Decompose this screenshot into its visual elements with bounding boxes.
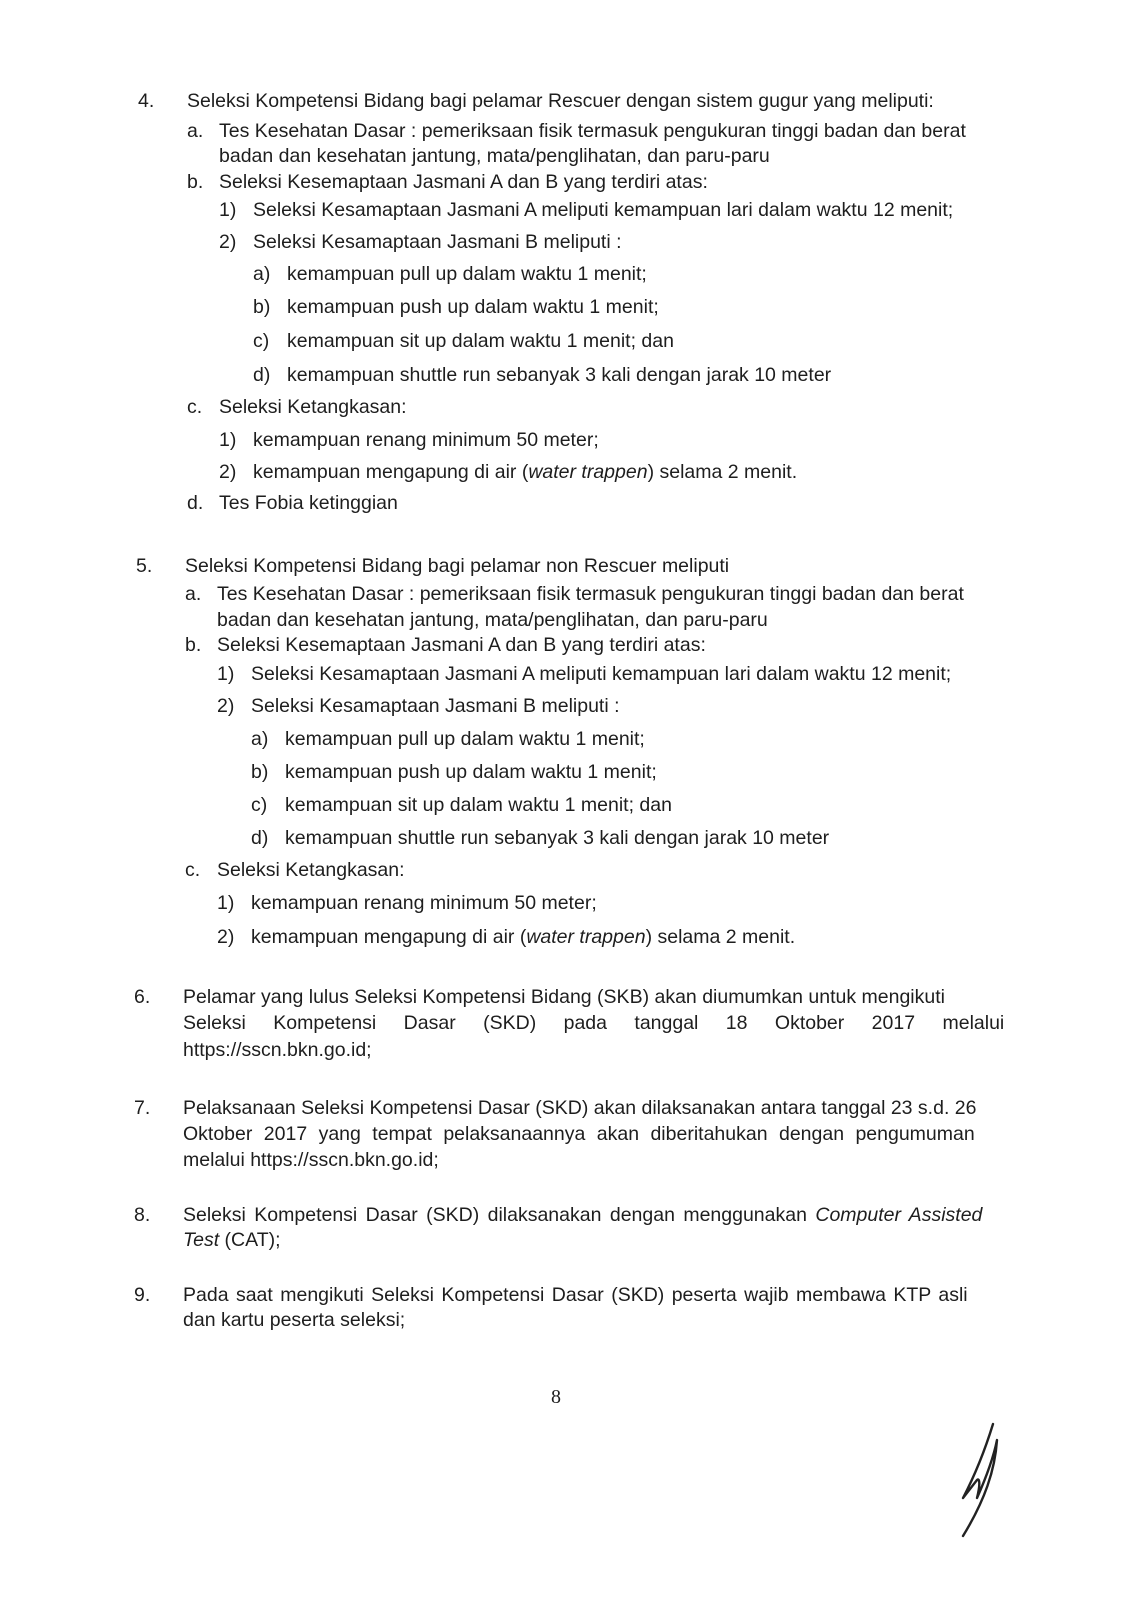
signature-initial (955, 1420, 1025, 1540)
item-text: Pada saat mengikuti Seleksi Kompetensi Dasar (SKD) peserta wajib membawa KTP asli (183, 1284, 968, 1306)
sub-letter: a) (251, 728, 269, 750)
sub-letter: c) (251, 794, 268, 816)
sub-text (253, 463, 797, 483)
sub-text: kemampuan push up dalam waktu 1 menit; (287, 296, 659, 318)
italic-term: water trappen (526, 926, 646, 948)
sub-text: Seleksi Ketangkasan: (219, 396, 407, 418)
sub-text: Seleksi Kesemaptaan Jasmani A dan B yang terdiri atas: (217, 634, 706, 656)
sub-letter: b) (253, 296, 271, 318)
sub-letter: d) (251, 827, 269, 849)
item-text-cont: https://sscn.bkn.go.id; (183, 1039, 372, 1061)
sub-text: Seleksi Kesamaptaan Jasmani A meliputi kemampuan lari dalam waktu 12 menit; (253, 199, 954, 221)
item-number: 4. (138, 90, 155, 112)
sub-text: Tes Kesehatan Dasar : pemeriksaan fisik termasuk pengukuran tinggi badan dan berat (219, 120, 966, 142)
sub-text: kemampuan shuttle run sebanyak 3 kali dengan jarak 10 meter (285, 827, 830, 849)
sub-letter: d) (253, 364, 271, 386)
item-text: Pelaksanaan Seleksi Kompetensi Dasar (SKD) akan dilaksanakan antara tanggal 23 s.d. 26 (183, 1097, 977, 1119)
sub-text-cont: badan dan kesehatan jantung, mata/penglihatan, dan paru-paru (219, 145, 770, 167)
sub-letter: d. (187, 492, 204, 514)
sub-text: Tes Kesehatan Dasar : pemeriksaan fisik termasuk pengukuran tinggi badan dan berat (217, 583, 964, 605)
sub-letter: b) (251, 761, 269, 783)
text-run: ) selama 2 menit. (647, 461, 798, 483)
item-number: 5. (136, 555, 153, 577)
item-number: 7. (134, 1097, 151, 1119)
sub-text: Seleksi Kesamaptaan Jasmani A meliputi kemampuan lari dalam waktu 12 menit; (251, 663, 952, 685)
item-text-cont (183, 1231, 281, 1251)
item-text-cont: melalui https://sscn.bkn.go.id; (183, 1149, 439, 1171)
sub-letter: b. (185, 634, 202, 656)
sub-number: 1) (219, 199, 237, 221)
sub-number: 2) (217, 695, 235, 717)
item-text (183, 1206, 982, 1226)
text-run: kemampuan mengapung di air ( (251, 926, 527, 948)
text-run: ) selama 2 menit. (645, 926, 796, 948)
sub-text: kemampuan pull up dalam waktu 1 menit; (285, 728, 645, 750)
sub-text: Seleksi Kesamaptaan Jasmani B meliputi : (253, 231, 622, 253)
item-text: Pelamar yang lulus Seleksi Kompetensi Bidang (SKB) akan diumumkan untuk mengikuti (183, 986, 945, 1008)
sub-number: 2) (219, 231, 237, 253)
sub-text: kemampuan push up dalam waktu 1 menit; (285, 761, 657, 783)
sub-letter: c) (253, 330, 270, 352)
item-text: Seleksi Kompetensi Bidang bagi pelamar Rescuer dengan sistem gugur yang meliputi: (187, 90, 934, 112)
sub-text: Tes Fobia ketinggian (219, 492, 398, 514)
item-text-cont: Seleksi Kompetensi Dasar (SKD) pada tanggal 18 Oktober 2017 melalui (183, 1012, 1005, 1034)
text-run: (CAT); (219, 1229, 281, 1251)
sub-number: 1) (217, 892, 235, 914)
sub-letter: a. (187, 120, 204, 142)
sub-letter: c. (185, 859, 201, 881)
sub-text: kemampuan pull up dalam waktu 1 menit; (287, 263, 647, 285)
sub-text (251, 928, 795, 948)
item-text-cont: dan kartu peserta seleksi; (183, 1309, 406, 1331)
item-text: Seleksi Kompetensi Bidang bagi pelamar non Rescuer meliputi (185, 555, 730, 577)
page-number: 8 (551, 1386, 561, 1408)
sub-text: kemampuan renang minimum 50 meter; (251, 892, 597, 914)
sub-letter: c. (187, 396, 203, 418)
sub-text: Seleksi Ketangkasan: (217, 859, 405, 881)
italic-term: water trappen (528, 461, 648, 483)
sub-number: 2) (217, 926, 235, 948)
sub-letter: a) (253, 263, 271, 285)
sub-letter: a. (185, 583, 202, 605)
sub-number: 1) (217, 663, 235, 685)
sub-text: kemampuan sit up dalam waktu 1 menit; dan (287, 330, 674, 352)
sub-text: Seleksi Kesamaptaan Jasmani B meliputi : (251, 695, 620, 717)
item-number: 9. (134, 1284, 151, 1306)
sub-text: kemampuan sit up dalam waktu 1 menit; dan (285, 794, 672, 816)
italic-term: Computer Assisted (815, 1204, 983, 1226)
item-number: 8. (134, 1204, 151, 1226)
item-text-cont: Oktober 2017 yang tempat pelaksanaannya akan diberitahukan dengan pengumuman (183, 1123, 975, 1145)
italic-term: Test (183, 1229, 220, 1251)
sub-text-cont: badan dan kesehatan jantung, mata/penglihatan, dan paru-paru (217, 609, 768, 631)
sub-letter: b. (187, 171, 204, 193)
sub-text: kemampuan renang minimum 50 meter; (253, 429, 599, 451)
item-number: 6. (134, 986, 151, 1008)
sub-text: Seleksi Kesemaptaan Jasmani A dan B yang terdiri atas: (219, 171, 708, 193)
text-run: kemampuan mengapung di air ( (253, 461, 529, 483)
sub-text: kemampuan shuttle run sebanyak 3 kali dengan jarak 10 meter (287, 364, 832, 386)
text-run: Seleksi Kompetensi Dasar (SKD) dilaksanakan dengan menggunakan (183, 1204, 807, 1226)
sub-number: 1) (219, 429, 237, 451)
sub-number: 2) (219, 461, 237, 483)
